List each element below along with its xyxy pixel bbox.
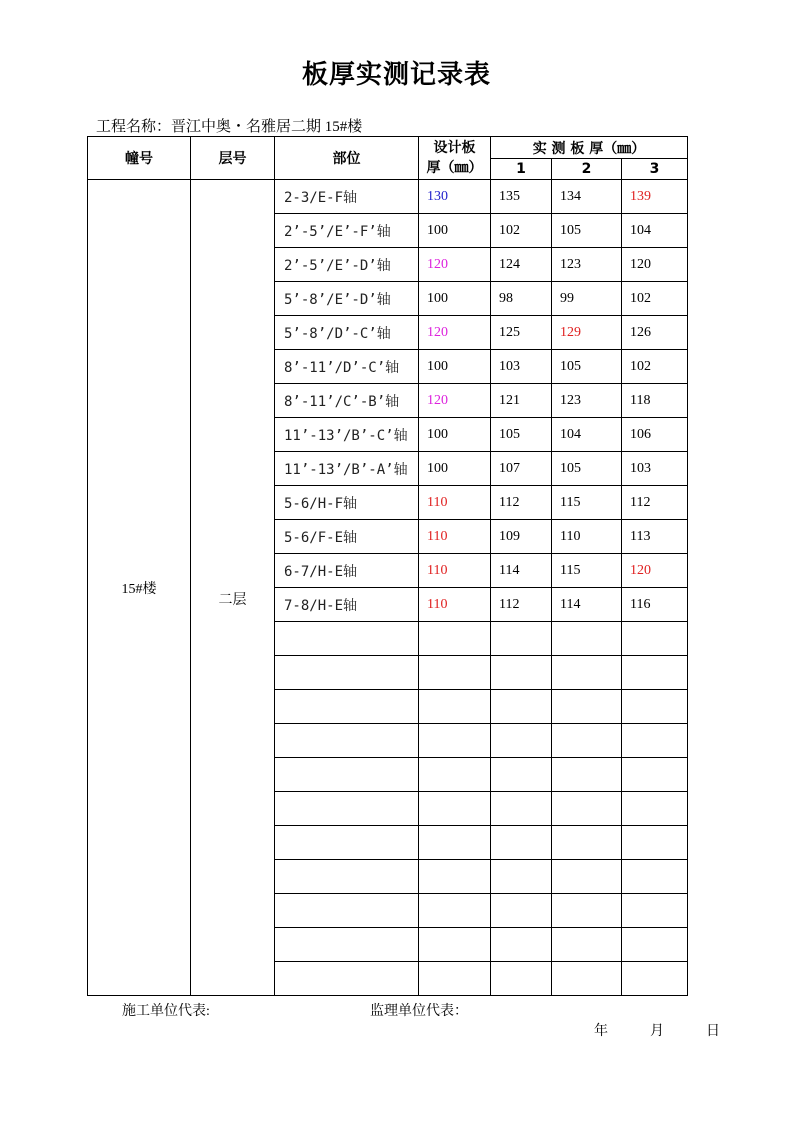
measured-1-cell [491, 860, 552, 894]
measured-1-cell: 125 [491, 316, 552, 350]
measured-3-cell [622, 792, 688, 826]
location-cell: 11’-13’/B’-C’轴 [275, 418, 419, 452]
measured-1-cell: 103 [491, 350, 552, 384]
design-thickness-cell [419, 860, 491, 894]
measured-3-cell [622, 622, 688, 656]
construction-rep-label: 施工单位代表: [122, 1004, 210, 1019]
location-cell [275, 928, 419, 962]
measured-1-cell [491, 758, 552, 792]
location-cell: 2-3/E-F轴 [275, 180, 419, 214]
measured-1-cell [491, 622, 552, 656]
design-thickness-cell: 110 [419, 520, 491, 554]
measured-1-cell: 135 [491, 180, 552, 214]
measured-2-cell [552, 928, 622, 962]
measured-2-cell: 115 [552, 554, 622, 588]
measured-2-cell [552, 690, 622, 724]
building-cell: 15#楼 [88, 180, 191, 996]
header-floor: 层号 [191, 137, 275, 180]
measured-3-cell: 104 [622, 214, 688, 248]
design-thickness-cell [419, 656, 491, 690]
measured-1-cell: 98 [491, 282, 552, 316]
measured-3-cell: 113 [622, 520, 688, 554]
measured-1-cell [491, 690, 552, 724]
location-cell [275, 724, 419, 758]
design-thickness-cell: 100 [419, 282, 491, 316]
location-cell [275, 894, 419, 928]
measured-3-cell: 106 [622, 418, 688, 452]
measured-2-cell [552, 656, 622, 690]
measured-3-cell: 118 [622, 384, 688, 418]
measured-3-cell [622, 962, 688, 996]
location-cell [275, 656, 419, 690]
location-cell: 5-6/F-E轴 [275, 520, 419, 554]
measured-3-cell: 139 [622, 180, 688, 214]
location-cell [275, 792, 419, 826]
measured-2-cell: 134 [552, 180, 622, 214]
measured-1-cell [491, 826, 552, 860]
measured-3-cell: 102 [622, 350, 688, 384]
measured-2-cell: 123 [552, 384, 622, 418]
design-thickness-cell [419, 792, 491, 826]
measured-2-cell [552, 758, 622, 792]
measured-1-cell: 112 [491, 486, 552, 520]
measured-2-cell [552, 894, 622, 928]
table-row [88, 180, 688, 214]
measured-3-cell [622, 928, 688, 962]
design-thickness-cell: 110 [419, 554, 491, 588]
measured-1-cell [491, 928, 552, 962]
measured-1-cell: 121 [491, 384, 552, 418]
location-cell: 5’-8’/D’-C’轴 [275, 316, 419, 350]
header-m1: 1 [491, 159, 552, 180]
measured-2-cell: 105 [552, 214, 622, 248]
floor-cell: 二层 [191, 180, 275, 996]
location-cell: 8’-11’/C’-B’轴 [275, 384, 419, 418]
measured-2-cell: 105 [552, 350, 622, 384]
measured-1-cell: 102 [491, 214, 552, 248]
header-measured: 实 测 板 厚（㎜） [491, 137, 688, 159]
design-thickness-cell [419, 962, 491, 996]
measured-1-cell: 105 [491, 418, 552, 452]
measured-3-cell: 102 [622, 282, 688, 316]
measured-2-cell [552, 826, 622, 860]
location-cell [275, 962, 419, 996]
location-cell: 5-6/H-F轴 [275, 486, 419, 520]
design-thickness-cell: 130 [419, 180, 491, 214]
location-cell: 8’-11’/D’-C’轴 [275, 350, 419, 384]
design-thickness-cell: 100 [419, 214, 491, 248]
location-cell [275, 860, 419, 894]
measured-1-cell: 107 [491, 452, 552, 486]
design-thickness-cell: 120 [419, 316, 491, 350]
supervision-rep-label: 监理单位代表： [370, 1004, 468, 1019]
location-cell: 2’-5’/E’-F’轴 [275, 214, 419, 248]
header-m2: 2 [552, 159, 622, 180]
design-thickness-cell [419, 928, 491, 962]
design-thickness-cell [419, 758, 491, 792]
thickness-table [87, 136, 688, 996]
location-cell [275, 622, 419, 656]
measured-3-cell: 120 [622, 554, 688, 588]
page-title: 板厚实测记录表 [301, 60, 491, 90]
measured-2-cell [552, 860, 622, 894]
measured-2-cell: 105 [552, 452, 622, 486]
design-thickness-cell [419, 724, 491, 758]
measured-1-cell [491, 962, 552, 996]
design-thickness-cell: 110 [419, 486, 491, 520]
measured-2-cell: 123 [552, 248, 622, 282]
measured-1-cell [491, 656, 552, 690]
measured-3-cell: 116 [622, 588, 688, 622]
design-thickness-cell [419, 894, 491, 928]
measured-3-cell: 112 [622, 486, 688, 520]
location-cell: 11’-13’/B’-A’轴 [275, 452, 419, 486]
measured-1-cell: 114 [491, 554, 552, 588]
location-cell [275, 690, 419, 724]
location-cell: 7-8/H-E轴 [275, 588, 419, 622]
measured-2-cell [552, 792, 622, 826]
measured-1-cell [491, 894, 552, 928]
design-thickness-cell: 100 [419, 350, 491, 384]
measured-3-cell [622, 656, 688, 690]
measured-2-cell [552, 724, 622, 758]
measured-3-cell [622, 860, 688, 894]
design-thickness-cell: 110 [419, 588, 491, 622]
header-design-line1: 设计板 [433, 140, 476, 156]
measured-1-cell: 124 [491, 248, 552, 282]
design-thickness-cell: 100 [419, 452, 491, 486]
location-cell: 5’-8’/E’-D’轴 [275, 282, 419, 316]
date-day-label: 日 [706, 1024, 720, 1039]
measured-2-cell: 115 [552, 486, 622, 520]
measured-1-cell [491, 792, 552, 826]
design-thickness-cell: 120 [419, 384, 491, 418]
measured-2-cell: 114 [552, 588, 622, 622]
measured-2-cell: 129 [552, 316, 622, 350]
date-month-label: 月 [650, 1024, 664, 1039]
measured-3-cell [622, 724, 688, 758]
measured-1-cell [491, 724, 552, 758]
measured-2-cell [552, 622, 622, 656]
header-location: 部位 [275, 137, 419, 180]
location-cell [275, 758, 419, 792]
measured-3-cell [622, 690, 688, 724]
location-cell [275, 826, 419, 860]
measured-3-cell: 120 [622, 248, 688, 282]
header-row-1 [88, 137, 688, 159]
design-thickness-cell [419, 690, 491, 724]
project-name: 工程名称：晋江中奥・名雅居二期 15#楼 [96, 119, 363, 135]
date-year-label: 年 [594, 1024, 608, 1039]
measured-3-cell: 103 [622, 452, 688, 486]
design-thickness-cell: 120 [419, 248, 491, 282]
measured-2-cell: 104 [552, 418, 622, 452]
location-cell: 6-7/H-E轴 [275, 554, 419, 588]
measured-1-cell: 109 [491, 520, 552, 554]
header-design-line2: 厚（㎜） [426, 160, 483, 176]
design-thickness-cell: 100 [419, 418, 491, 452]
design-thickness-cell [419, 622, 491, 656]
measured-1-cell: 112 [491, 588, 552, 622]
measured-2-cell: 99 [552, 282, 622, 316]
design-thickness-cell [419, 826, 491, 860]
location-cell: 2’-5’/E’-D’轴 [275, 248, 419, 282]
header-building: 幢号 [88, 137, 191, 180]
measured-3-cell [622, 894, 688, 928]
measured-3-cell [622, 826, 688, 860]
measured-3-cell: 126 [622, 316, 688, 350]
measured-3-cell [622, 758, 688, 792]
header-m3: 3 [622, 159, 688, 180]
measured-2-cell [552, 962, 622, 996]
header-design-thickness [419, 137, 491, 180]
measured-2-cell: 110 [552, 520, 622, 554]
